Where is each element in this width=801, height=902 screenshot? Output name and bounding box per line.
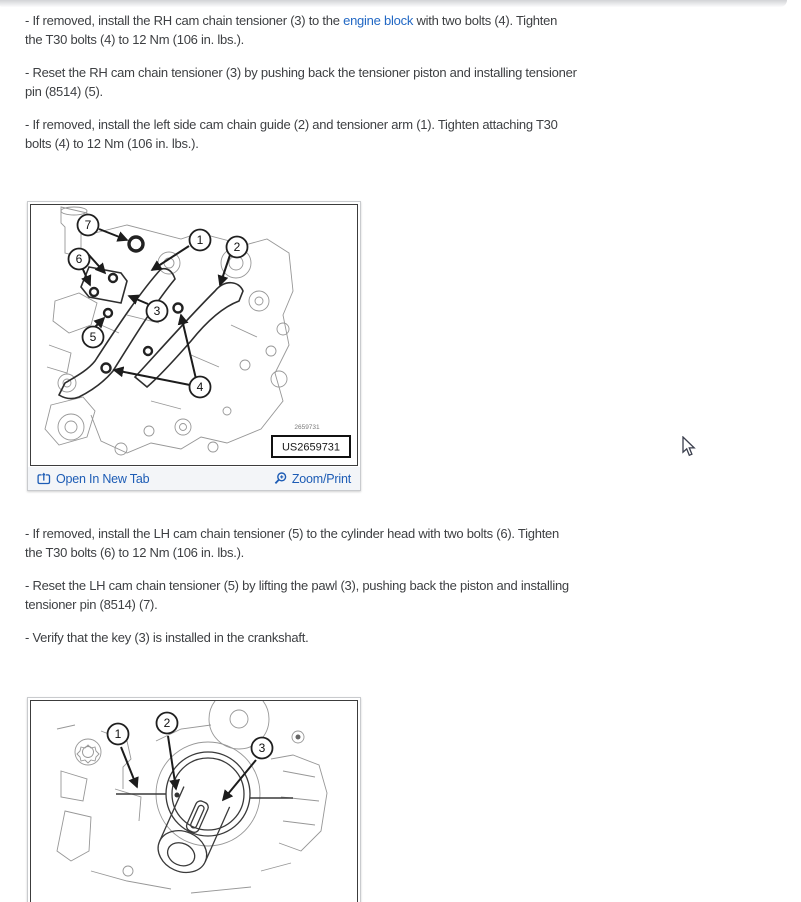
instruction-paragraph xyxy=(25,628,569,647)
tensioner-pin-ring xyxy=(129,237,143,251)
svg-text:4: 4 xyxy=(196,380,204,394)
instruction-paragraph xyxy=(25,63,577,101)
header-shadow xyxy=(0,0,787,7)
svg-text:2: 2 xyxy=(233,240,241,254)
instruction-text: with two bolts (4). Tighten xyxy=(413,13,558,28)
instruction-text: - Reset the RH cam chain tensioner (3) by pushing back the tensioner piston and installing tensioner xyxy=(25,65,577,80)
crankshaft-diagram-svg xyxy=(31,701,358,902)
engine-diagram-svg xyxy=(31,205,358,465)
zoom-magnifier-icon xyxy=(273,472,287,486)
svg-text:6: 6 xyxy=(75,252,83,266)
instruction-paragraph xyxy=(25,115,577,153)
callout-2 xyxy=(157,713,178,734)
figure-panel-cam-chain xyxy=(27,201,361,491)
engine-block-link[interactable]: engine block xyxy=(343,13,414,28)
crankshaft-art xyxy=(116,752,293,880)
instructions-top xyxy=(25,11,577,167)
open-in-new-tab-label: Open In New Tab xyxy=(56,471,150,486)
callout-7 xyxy=(78,215,99,236)
callout-2 xyxy=(227,237,248,258)
callouts-figure1 xyxy=(69,215,248,398)
instruction-text: bolts (4) to 12 Nm (106 in. lbs.). xyxy=(25,136,199,151)
callout-6 xyxy=(69,249,90,270)
figure-panel-crankshaft xyxy=(27,697,361,902)
instruction-text: the T30 bolts (6) to 12 Nm (106 in. lbs.). xyxy=(25,545,245,560)
svg-text:1: 1 xyxy=(114,727,122,741)
technical-illustration xyxy=(30,700,358,902)
open-in-new-tab-icon xyxy=(37,472,51,485)
callout-3 xyxy=(147,301,168,322)
open-in-new-tab-link[interactable] xyxy=(37,472,149,486)
svg-text:2: 2 xyxy=(163,716,171,730)
instructions-bottom xyxy=(25,524,569,661)
instruction-paragraph xyxy=(25,11,577,49)
svg-text:3: 3 xyxy=(153,304,161,318)
callout-1 xyxy=(108,724,129,745)
chain-guide-art xyxy=(135,283,243,387)
instruction-text: pin (8514) (5). xyxy=(25,84,103,99)
instruction-paragraph xyxy=(25,524,569,562)
technical-illustration xyxy=(30,204,358,466)
callout-5 xyxy=(83,327,104,348)
instruction-text: - If removed, install the RH cam chain tensioner (3) to the xyxy=(25,13,344,28)
svg-text:3: 3 xyxy=(258,741,266,755)
instruction-text: - If removed, install the left side cam chain guide (2) and tensioner arm (1). Tighten attaching T30 xyxy=(25,117,558,132)
figure-watermark: 2659731 xyxy=(294,424,320,431)
instruction-text: the T30 bolts (4) to 12 Nm (106 in. lbs.). xyxy=(25,32,245,47)
zoom-print-link[interactable] xyxy=(273,472,351,486)
key-reference-dot xyxy=(175,793,180,798)
instruction-text: - Verify that the key (3) is installed in the crankshaft. xyxy=(25,630,309,645)
engine-background-art xyxy=(57,701,327,893)
instruction-paragraph xyxy=(25,576,569,614)
instruction-text: - Reset the LH cam chain tensioner (5) by lifting the pawl (3), pushing back the piston and installing xyxy=(25,578,569,593)
callout-4 xyxy=(190,377,211,398)
callout-1 xyxy=(190,230,211,251)
zoom-print-label: Zoom/Print xyxy=(291,471,351,486)
engine-background-art xyxy=(45,207,293,455)
instruction-text: - If removed, install the LH cam chain tensioner (5) to the cylinder head with two bolts (6). Tighten xyxy=(25,526,560,541)
svg-text:5: 5 xyxy=(89,330,97,344)
callout-3 xyxy=(252,738,273,759)
figure-toolbar xyxy=(28,467,360,490)
instruction-text: tensioner pin (8514) (7). xyxy=(25,597,158,612)
mouse-cursor xyxy=(682,436,698,463)
svg-text:1: 1 xyxy=(196,233,204,247)
figure-code: US2659731 xyxy=(281,441,341,454)
svg-text:7: 7 xyxy=(84,218,92,232)
